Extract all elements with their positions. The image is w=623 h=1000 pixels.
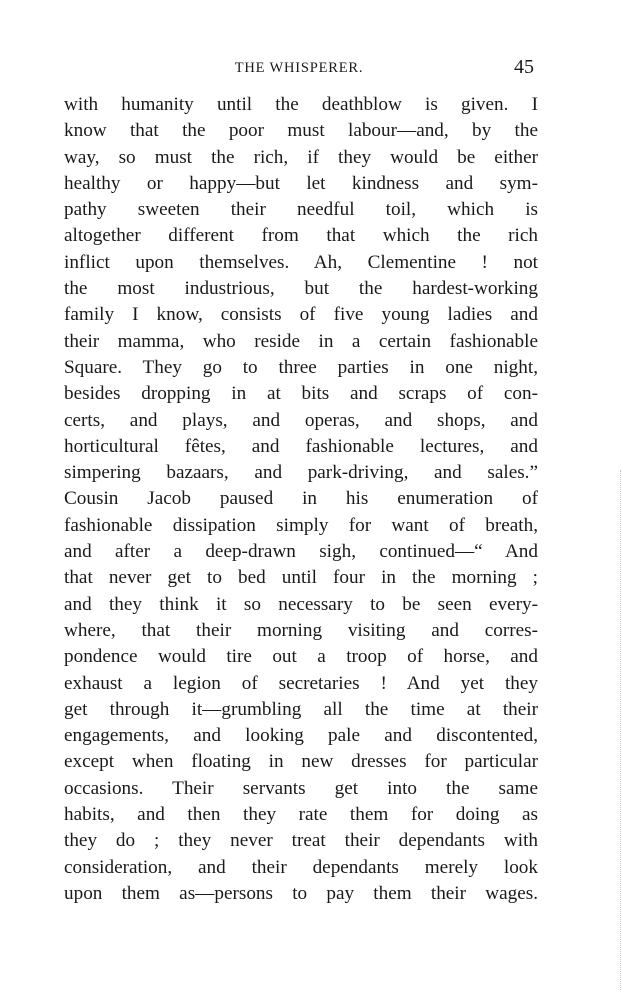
text-line: horticultural fêtes, and fashionable lectures, and: [64, 435, 538, 457]
text-line: pathy sweeten their needful toil, which is: [64, 199, 538, 221]
text-line: Cousin Jacob paused in his enumeration of: [64, 488, 538, 510]
text-line: that never get to bed until four in the morning ;: [64, 567, 538, 589]
text-line: Square. They go to three parties in one night,: [64, 356, 538, 378]
text-line: they do ; they never treat their dependants with: [64, 830, 538, 852]
text-line: besides dropping in at bits and scraps of con-: [64, 383, 538, 405]
text-line: get through it—grumbling all the time at their: [64, 698, 538, 720]
text-line: family I know, consists of five young ladies and: [64, 304, 538, 326]
text-line: way, so must the rich, if they would be either: [64, 146, 538, 168]
text-line: simpering bazaars, and park-driving, and sales.”: [64, 462, 538, 484]
text-line: fashionable dissipation simply for want of breath,: [64, 514, 538, 536]
body-text: [64, 92, 538, 907]
text-line: except when floating in new dresses for particular: [64, 751, 538, 773]
text-line: occasions. Their servants get into the same: [64, 777, 538, 799]
text-line: and they think it so necessary to be seen every-: [64, 593, 538, 615]
text-line: know that the poor must labour—and, by the: [64, 120, 538, 142]
text-line: their mamma, who reside in a certain fashionable: [64, 330, 538, 352]
text-line: upon them as—persons to pay them their wages.: [64, 882, 538, 904]
text-line: altogether different from that which the rich: [64, 225, 538, 247]
text-line: certs, and plays, and operas, and shops, and: [64, 409, 538, 431]
text-line: engagements, and looking pale and discontented,: [64, 725, 538, 747]
text-line: pondence would tire out a troop of horse, and: [64, 646, 538, 668]
text-line: the most industrious, but the hardest-working: [64, 278, 538, 300]
text-line: habits, and then they rate them for doing as: [64, 804, 538, 826]
text-line: with humanity until the deathblow is given. I: [64, 94, 538, 115]
text-line: inflict upon themselves. Ah, Clementine ! not: [64, 251, 538, 273]
text-line: and after a deep-drawn sigh, continued—“ And: [64, 541, 538, 563]
running-head: THE WHISPERER.: [234, 60, 364, 76]
text-line: consideration, and their dependants merely look: [64, 856, 538, 878]
page-edge-marks: [616, 470, 621, 990]
text-line: where, that their morning visiting and corres-: [64, 619, 538, 641]
page-header: [64, 56, 534, 86]
text-line: healthy or happy—but let kindness and sym-: [64, 172, 538, 194]
text-line: exhaust a legion of secretaries ! And yet they: [64, 672, 538, 694]
page-number: 45: [514, 56, 534, 78]
